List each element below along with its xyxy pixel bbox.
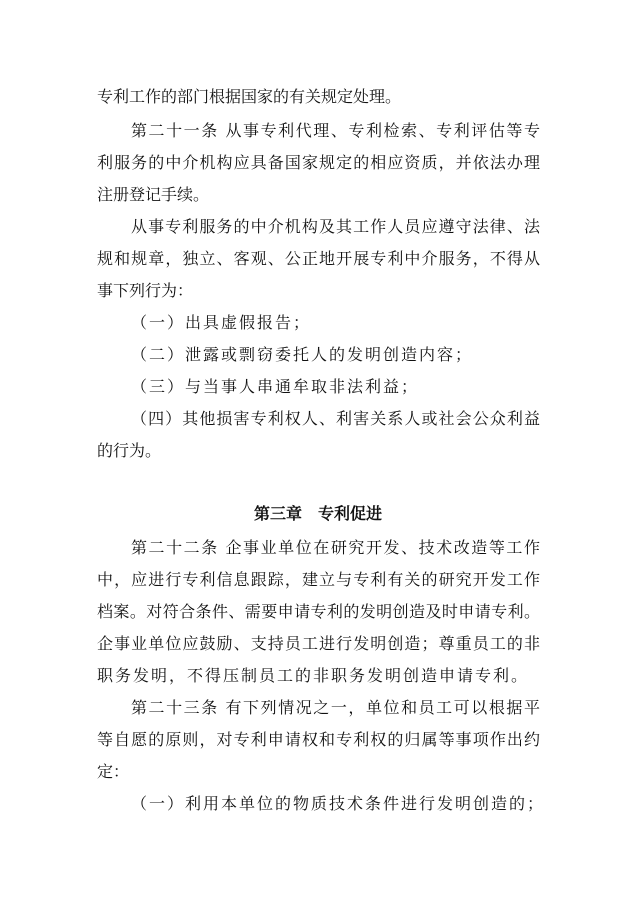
text-line: 等自愿的原则，对专利申请权和专利权的归属等事项作出约 xyxy=(97,730,540,749)
text-line: 的行为。 xyxy=(97,441,162,460)
text-line: 从事专利服务的中介机构及其工作人员应遵守法律、法 xyxy=(131,217,540,236)
list-item: （一）出具虚假报告； xyxy=(131,313,312,332)
chapter-heading: 第三章 专利促进 xyxy=(253,504,382,523)
text-line: 注册登记手续。 xyxy=(97,185,210,204)
text-line: 定： xyxy=(97,762,130,781)
list-item: （三）与当事人串通牟取非法利益； xyxy=(131,377,420,396)
text-line: 中，应进行专利信息跟踪，建立与专利有关的研究开发工作 xyxy=(97,570,540,589)
article-23-line: 第二十三条 有下列情况之一，单位和员工可以根据平 xyxy=(131,698,540,717)
article-21-line: 第二十一条 从事专利代理、专利检索、专利评估等专 xyxy=(131,121,540,140)
text-line: 事下列行为： xyxy=(97,281,194,300)
text-line: 规和规章，独立、客观、公正地开展专利中介服务，不得从 xyxy=(97,249,540,268)
text-line: 专利工作的部门根据国家的有关规定处理。 xyxy=(97,87,402,106)
text-line: 企事业单位应鼓励、支持员工进行发明创造；尊重员工的非 xyxy=(97,634,540,653)
text-line: 档案。对符合条件、需要申请专利的发明创造及时申请专利。 xyxy=(97,602,540,621)
list-item: （四）其他损害专利权人、利害关系人或社会公众利益 xyxy=(131,409,540,428)
article-22-line: 第二十二条 企事业单位在研究开发、技术改造等工作 xyxy=(131,538,540,557)
text-line: 职务发明，不得压制员工的非职务发明创造申请专利。 xyxy=(97,666,530,685)
list-item: （一）利用本单位的物质技术条件进行发明创造的； xyxy=(131,794,546,813)
text-line: 利服务的中介机构应具备国家规定的相应资质，并依法办理 xyxy=(97,153,540,172)
list-item: （二）泄露或剽窃委托人的发明创造内容； xyxy=(131,345,474,364)
